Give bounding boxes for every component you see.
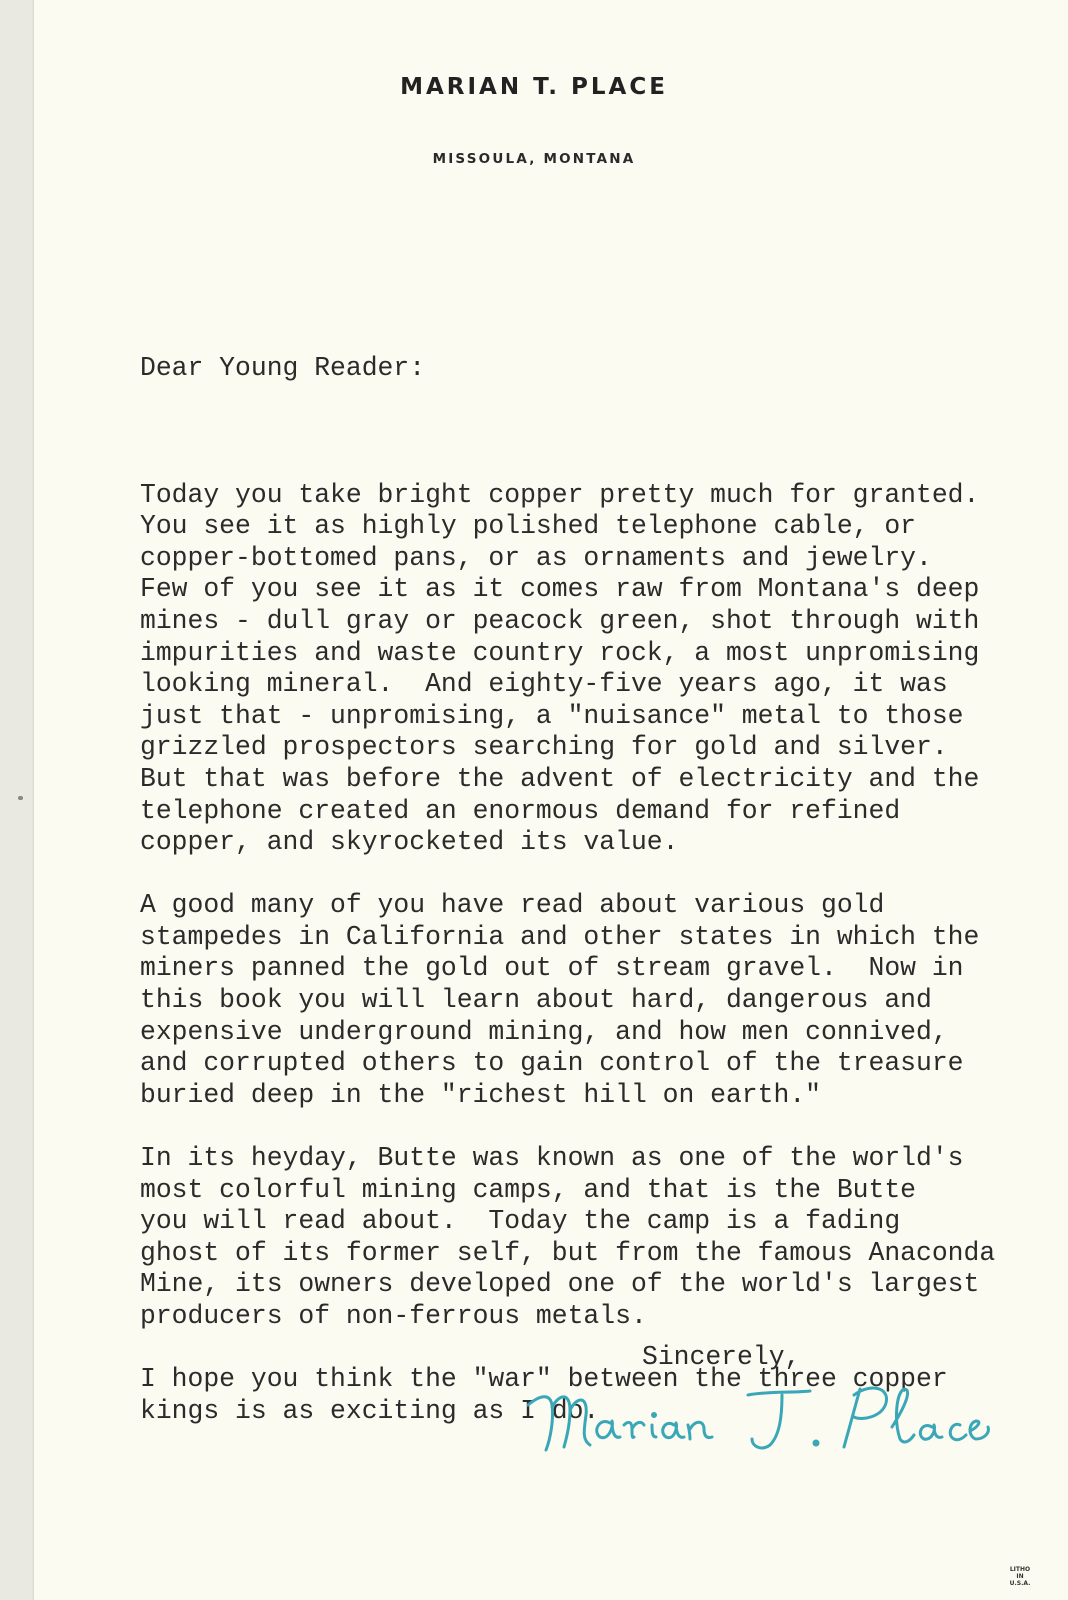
paragraph-line: In its heyday, Butte was known as one of the world's <box>140 1143 964 1174</box>
letterhead-location: MISSOULA, MONTANA <box>432 151 636 167</box>
printer-mark-line: LITHO <box>1009 1566 1031 1573</box>
printer-mark-line: IN <box>1016 1573 1024 1580</box>
letter-body <box>140 290 1020 1491</box>
letterhead-name: MARIAN T. PLACE <box>400 74 668 100</box>
body-paragraph <box>140 480 1020 859</box>
paragraph-line: buried deep in the "richest hill on earth." <box>140 1079 821 1110</box>
paragraph-line: miners panned the gold out of stream gravel. Now in <box>140 953 964 984</box>
paragraph-line: impurities and waste country rock, a most unpromising <box>140 637 980 668</box>
paragraph-line: mines - dull gray or peacock green, shot through with <box>140 605 980 636</box>
closing: Sincerely, <box>642 1342 801 1372</box>
paragraph-line: A good many of you have read about various gold <box>140 890 885 921</box>
paragraph-line: expensive underground mining, and how men connived, <box>140 1016 948 1047</box>
paragraph-line: most colorful mining camps, and that is the Butte <box>140 1174 917 1205</box>
paragraph-line: looking mineral. And eighty-five years ago, it was <box>140 669 948 700</box>
paragraph-line: this book you will learn about hard, dangerous and <box>140 985 932 1016</box>
paragraph-line: producers of non-ferrous metals. <box>140 1301 647 1331</box>
printer-mark-line: U.S.A. <box>1009 1580 1031 1587</box>
paragraph-line: Today you take bright copper pretty much for granted. <box>140 479 980 510</box>
paragraph-line: you will read about. Today the camp is a fading <box>140 1206 901 1237</box>
paragraph-line: copper-bottomed pans, or as ornaments and jewelry. <box>140 542 932 573</box>
paragraph-line: copper, and skyrocketed its value. <box>140 827 679 858</box>
printer-mark <box>1000 1566 1040 1587</box>
paragraph-line: But that was before the advent of electricity and the <box>140 763 980 794</box>
paragraph-line: just that - unpromising, a "nuisance" metal to those <box>140 700 964 731</box>
paragraph-line: ghost of its former self, but from the famous Anaconda <box>140 1237 996 1268</box>
paragraph-line: telephone created an enormous demand for refined <box>140 795 901 826</box>
paper-speck <box>18 796 23 800</box>
paragraphs <box>140 480 1020 1428</box>
paragraph-line: I hope you think the "war" between the three copper <box>140 1364 948 1395</box>
paragraph-line: You see it as highly polished telephone cable, or <box>140 511 917 542</box>
paragraph-line: grizzled prospectors searching for gold and silver. <box>140 732 948 763</box>
body-paragraph <box>140 890 1020 1111</box>
paragraph-line: Mine, its owners developed one of the world's largest <box>140 1269 980 1300</box>
salutation: Dear Young Reader: <box>140 353 426 384</box>
body-paragraph <box>140 1143 1020 1333</box>
handwritten-signature <box>520 1365 990 1475</box>
paragraph-line: stampedes in California and other states in which the <box>140 921 980 952</box>
paragraph-line: and corrupted others to gain control of the treasure <box>140 1048 964 1079</box>
paragraph-line: Few of you see it as it comes raw from Montana's deep <box>140 574 980 605</box>
paragraph-line: kings is as exciting as I do. <box>140 1395 600 1426</box>
